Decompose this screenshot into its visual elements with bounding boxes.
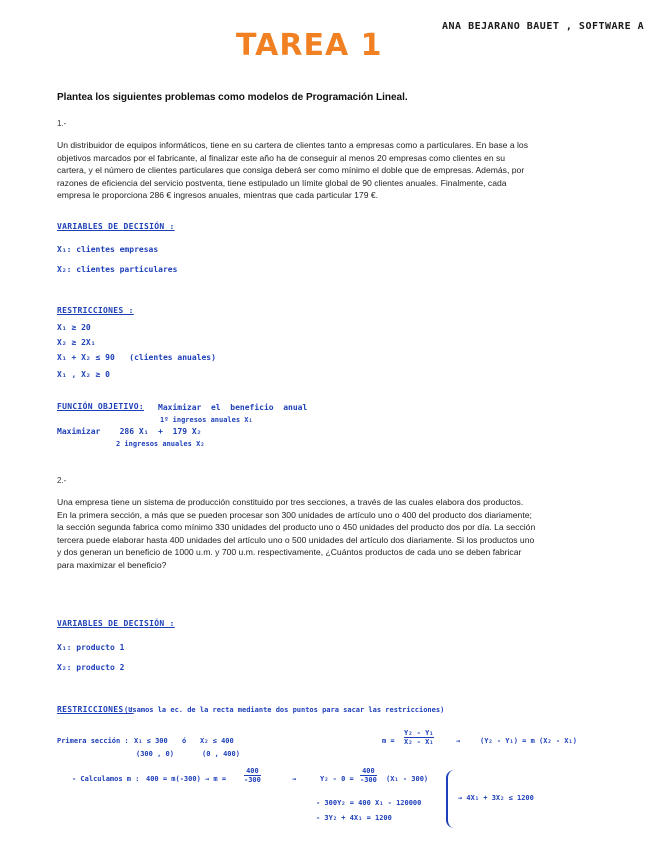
- p1-restriction: X₁ ≥ 20: [57, 323, 91, 332]
- p2-line-eq-left: Y₂ - 0 =: [320, 775, 354, 783]
- p1-objective-text: Maximizar el beneficio anual: [158, 403, 308, 412]
- p2-calc-eq: 400 = m(-300) → m =: [146, 775, 227, 783]
- fraction-denominator: -300: [244, 776, 261, 784]
- p2-line-step-2: - 300Y₂ = 400 X₁ - 120000: [316, 799, 422, 807]
- p2-calc-arrow: →: [292, 775, 297, 783]
- statement-line: para maximizar el beneficio?: [57, 559, 167, 570]
- p2-calc-label: - Calculamos m :: [72, 775, 140, 783]
- statement-line: Un distribuidor de equipos informáticos, tiene en su cartera de clientes tanto a empresas como a particulares. En base a los: [57, 140, 528, 150]
- p2-slope-fraction: [404, 729, 434, 746]
- fraction-numerator: 400: [246, 767, 259, 775]
- p2-variable-x1: X₁: producto 1: [57, 643, 125, 652]
- fraction-denominator: -300: [360, 776, 377, 784]
- statement-line: empresa le proporciona 286 € ingresos anuales, mientras que cada particular 179 €.: [57, 190, 379, 201]
- statement-line: objetivos marcados por el fabricante, al finalizar este año ha de conseguir al menos 20 empresas como clientes en su: [57, 152, 506, 163]
- p2-slope-arrow: →: [456, 737, 461, 745]
- author-name: ANA BEJARANO BAUET , SOFTWARE A: [442, 21, 645, 32]
- p1-variable-x1: X₁: clientes empresas: [57, 245, 159, 254]
- p2-restrictions-heading: RESTRICCIONES :: [57, 705, 134, 714]
- p2-line-eq-right: (X₁ - 300): [386, 775, 429, 783]
- p2-line-fraction: [360, 767, 377, 784]
- p2-first-section-a: X₁ ≤ 300: [134, 737, 168, 745]
- problem-1-statement: [57, 139, 617, 202]
- p2-first-section-b-point: (0 , 400): [202, 750, 240, 758]
- p2-calc-fraction: [244, 767, 261, 784]
- statement-line: razones de eficiencia del servicio postventa, tiene estipulado un límite global de 90 clientes anuales. Finalmente, cada: [57, 177, 507, 188]
- p2-result: → 4X₁ + 3X₂ ≤ 1200: [458, 794, 534, 802]
- page-title: TAREA 1: [236, 28, 383, 63]
- p2-first-section-or: ó: [182, 737, 187, 745]
- p1-objective-heading: FUNCIÓN OBJETIVO:: [57, 402, 144, 411]
- p1-variable-x2: X₂: clientes particulares: [57, 265, 178, 274]
- p1-objective-note: 2 ingresos anuales X₂: [116, 440, 205, 448]
- p2-first-section-label: Primera sección :: [57, 737, 129, 745]
- p2-slope-label: m =: [382, 737, 395, 745]
- statement-line: la sección segunda fabrica como mínimo 330 unidades del producto uno o 450 unidades del producto dos por día. La sección: [57, 522, 536, 533]
- p1-restriction: X₂ ≥ 2X₁: [57, 338, 96, 347]
- p2-first-section-b: X₂ ≤ 400: [200, 737, 234, 745]
- statement-line: En la primera sección, a más que se pueden procesar son 300 unidades de artículo uno o 400 del producto dos diariamente;: [57, 509, 532, 520]
- statement-line: tercera puede elaborar hasta 400 unidades del artículo uno o 500 unidades del artículo dos diariamente. Si los productos uno: [57, 534, 535, 545]
- problem-1-number: 1.-: [57, 119, 67, 128]
- p1-restriction: X₁ + X₂ ≤ 90 (clientes anuales): [57, 353, 216, 362]
- fraction-numerator: Y₂ - Y₁: [404, 729, 434, 737]
- problem-2-statement: [57, 496, 627, 572]
- p2-slope-rhs: (Y₂ - Y₁) = m (X₂ - X₁): [480, 737, 577, 745]
- statement-line: y dos generan un beneficio de 1000 u.m. y 700 u.m. respectivamente, ¿Cuántos productos de cada uno se deben fabricar: [57, 547, 522, 558]
- statement-line: Una empresa tiene un sistema de producción constituido por tres secciones, a través de las cuales elabora dos productos.: [57, 497, 524, 507]
- fraction-numerator: 400: [362, 767, 375, 775]
- p2-restrictions-note: (Usamos la ec. de la recta mediante dos puntos para sacar las restricciones): [124, 706, 445, 714]
- p1-restriction: X₁ , X₂ ≥ 0: [57, 370, 110, 379]
- p1-restrictions-heading: RESTRICCIONES :: [57, 306, 134, 315]
- p2-first-section-a-point: (300 , 0): [136, 750, 174, 758]
- problem-2-number: 2.-: [57, 476, 67, 485]
- assignment-heading: Plantea los siguientes problemas como modelos de Programación Lineal.: [57, 92, 408, 103]
- statement-line: cartera, y el número de clientes particulares que consiga deberá ser como mínimo el doble que de empresas. Además, por: [57, 165, 525, 176]
- p1-objective-note: 1º ingresos anuales X₁: [160, 416, 253, 424]
- p2-variable-x2: X₂: producto 2: [57, 663, 125, 672]
- p1-objective-function: Maximizar 286 X₁ + 179 X₂: [57, 427, 202, 436]
- fraction-denominator: X₂ - X₁: [404, 738, 434, 746]
- p2-line-step-3: - 3Y₂ + 4X₁ = 1200: [316, 814, 392, 822]
- p2-variables-heading: VARIABLES DE DECISIÓN :: [57, 619, 175, 628]
- p1-variables-heading: VARIABLES DE DECISIÓN :: [57, 222, 175, 231]
- curly-brace: [446, 770, 454, 828]
